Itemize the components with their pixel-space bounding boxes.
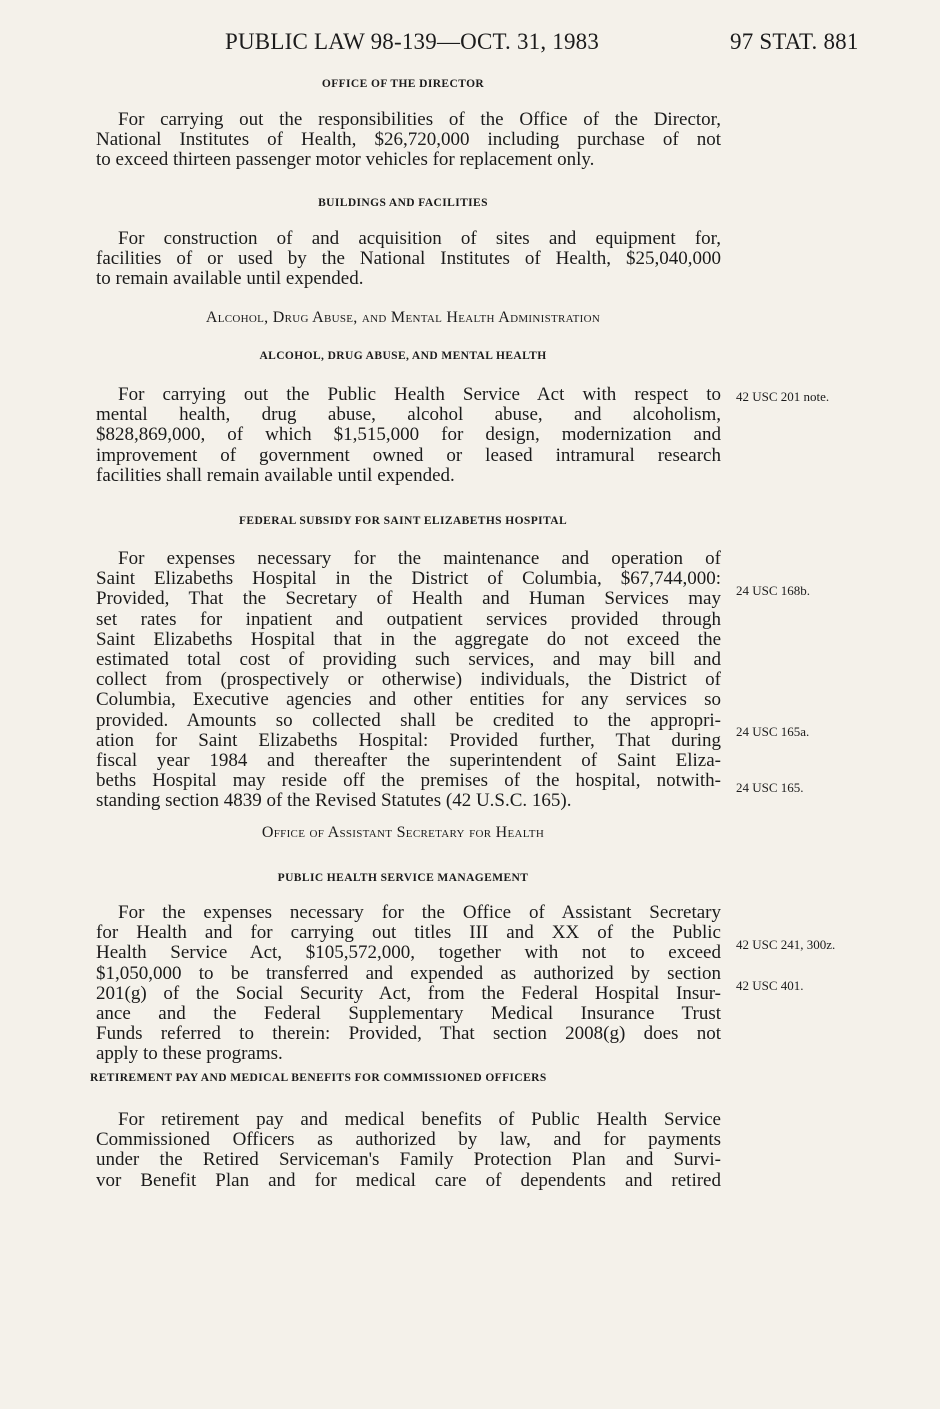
text-line: vor Benefit Plan and for medical care of dependents and retired (96, 1169, 721, 1191)
heading-saint-elizabeths: FEDERAL SUBSIDY FOR SAINT ELIZABETHS HOSPITAL (238, 515, 568, 527)
text-line: For construction of and acquisition of sites and equipment for, (118, 228, 721, 249)
text-line: Health Service Act, $105,572,000, together with not to exceed (96, 942, 721, 964)
text-line: mental health, drug abuse, alcohol abuse, and alcoholism, (96, 404, 721, 426)
text-line: 201(g) of the Social Security Act, from the Federal Hospital Insur- (96, 982, 721, 1004)
paragraph-assistant-secretary (96, 903, 721, 1065)
margin-note-citation: 42 USC 241, 300z. (736, 937, 836, 952)
text-line: For expenses necessary for the maintenance and operation of (118, 548, 721, 569)
paragraph-adamha (96, 385, 721, 486)
text-line: facilities of or used by the National Institutes of Health, $25,040,000 (96, 248, 721, 270)
text-line: to remain available until expended. (96, 268, 364, 290)
paragraph-saint-elizabeths (96, 549, 721, 812)
heading-office-of-the-director: OFFICE OF THE DIRECTOR (321, 78, 485, 90)
text-line: fiscal year 1984 and thereafter the superintendent of Saint Eliza- (96, 750, 721, 772)
text-line: improvement of government owned or leased intramural research (96, 444, 721, 466)
text-line: collect from (prospectively or otherwise) individuals, the District of (96, 669, 721, 691)
text-line: estimated total cost of providing such services, and may bill and (96, 649, 721, 671)
text-line: for Health and for carrying out titles III and XX of the Public (96, 922, 721, 944)
text-line: facilities shall remain available until expended. (96, 464, 455, 486)
margin-note-citation: 42 USC 401. (736, 978, 804, 993)
text-line: beths Hospital may reside off the premises of the hospital, notwith- (96, 770, 721, 792)
text-line: $828,869,000, of which $1,515,000 for design, modernization and (96, 424, 721, 446)
margin-note-citation: 24 USC 168b. (736, 583, 811, 598)
text-line: Provided, That the Secretary of Health and Human Services may (96, 588, 721, 610)
text-line: For carrying out the Public Health Service Act with respect to (118, 384, 721, 405)
text-line: under the Retired Serviceman's Family Protection Plan and Survi- (96, 1149, 721, 1171)
text-line: $1,050,000 to be transferred and expended as authorized by section (96, 962, 721, 984)
text-line: Commissioned Officers as authorized by law, and for payments (96, 1129, 721, 1151)
paragraph-retirement-pay (96, 1110, 721, 1191)
margin-note-citation: 24 USC 165a. (736, 724, 810, 739)
text-line: ance and the Federal Supplementary Medical Insurance Trust (96, 1003, 721, 1025)
text-line: National Institutes of Health, $26,720,000 including purchase of not (96, 129, 721, 151)
text-line: to exceed thirteen passenger motor vehicles for replacement only. (96, 149, 595, 171)
running-header-stat: 97 STAT. 881 (730, 29, 859, 54)
text-line: Saint Elizabeths Hospital that in the aggregate do not exceed the (96, 628, 721, 650)
heading-assistant-secretary: Office of Assistant Secretary for Health (261, 824, 545, 841)
text-line: Funds referred to therein: Provided, That section 2008(g) does not (96, 1023, 721, 1045)
subheading-phs-management: PUBLIC HEALTH SERVICE MANAGEMENT (277, 872, 529, 884)
heading-retirement-pay: RETIREMENT PAY AND MEDICAL BENEFITS FOR COMMISSIONED OFFICERS (90, 1072, 547, 1084)
text-line: set rates for inpatient and outpatient services provided through (96, 608, 721, 630)
paragraph-buildings-and-facilities (96, 229, 721, 290)
text-line: For the expenses necessary for the Office of Assistant Secretary (118, 902, 721, 923)
text-line: For carrying out the responsibilities of the Office of the Director, (118, 109, 721, 130)
text-line: ation for Saint Elizabeths Hospital: Provided further, That during (96, 729, 721, 751)
running-header-title: PUBLIC LAW 98-139—OCT. 31, 1983 (225, 29, 600, 54)
text-line: provided. Amounts so collected shall be credited to the appropri- (96, 709, 721, 731)
margin-note-citation: 42 USC 201 note. (736, 389, 830, 404)
paragraph-office-of-the-director (96, 110, 721, 171)
subheading-adamha: ALCOHOL, DRUG ABUSE, AND MENTAL HEALTH (259, 350, 547, 362)
heading-buildings-and-facilities: BUILDINGS AND FACILITIES (318, 197, 488, 209)
text-line: For retirement pay and medical benefits of Public Health Service (118, 1109, 721, 1130)
text-line: standing section 4839 of the Revised Statutes (42 U.S.C. 165). (96, 790, 572, 812)
text-line: Saint Elizabeths Hospital in the District of Columbia, $67,744,000: (96, 568, 721, 590)
text-line: Columbia, Executive agencies and other entities for any services so (96, 689, 721, 711)
text-line: apply to these programs. (96, 1043, 283, 1065)
heading-adamha: Alcohol, Drug Abuse, and Mental Health Administration (205, 309, 601, 326)
margin-note-citation: 24 USC 165. (736, 780, 804, 795)
